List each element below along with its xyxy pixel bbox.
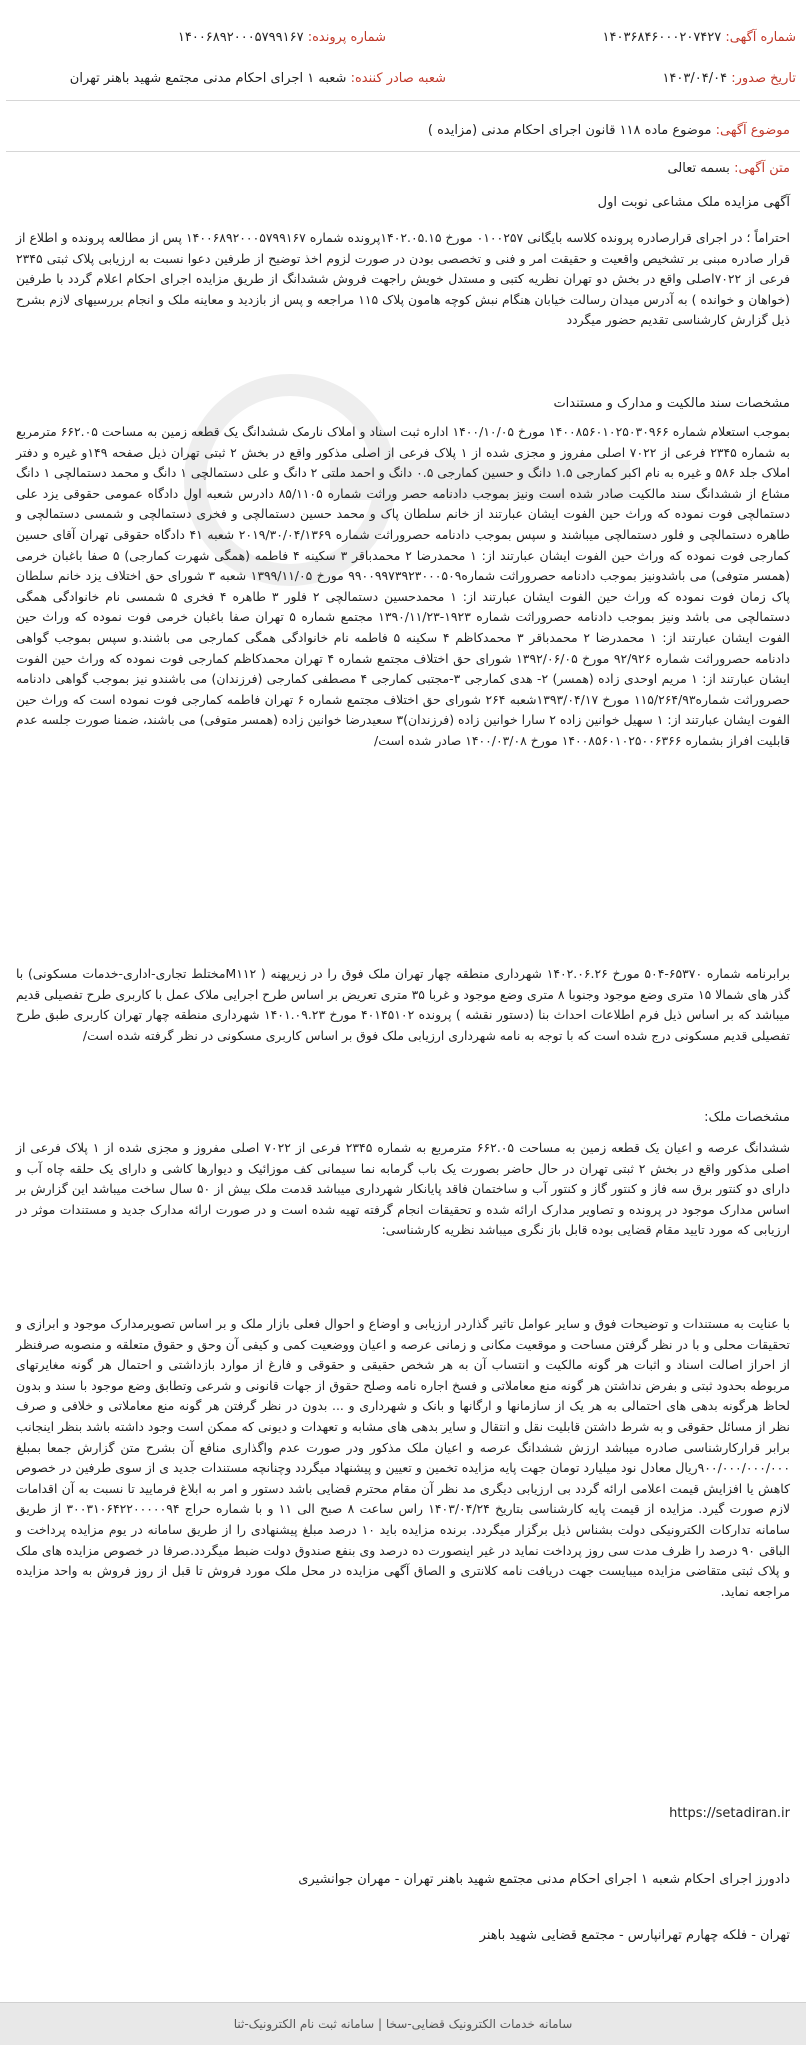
case-number: ۱۴۰۰۶۸۹۲۰۰۰۵۷۹۹۱۶۷: [177, 30, 304, 45]
paragraph-municipality: برابرنامه شماره ۶۵۳۷۰-۵۰۴ مورخ ۱۴۰۲.۰۶.۲۶ شهرداری منطقه چهار تهران ملک فوق را در زیرپهنه ( M۱۱۲مختلط تجاری-اداری-خدمات مسکونی) با گذر های شمالا ۱۵ متری وضع موجود وجنوبا ۸ متری وضع موجود و غربا ۳۵ متری تعریض بر اساس طرح اجرایی ملاک عمل با کاربری طرح تفصیلی قدیم میباشد که بر اساس ذیل فرم اطلاعات احداث بنا (دستور نقشه ) پرونده ۴۰۱۴۵۱۰۲ مورخ ۱۴۰۱.۰۹.۲۳ شهرداری منطقه چهار تهران کاربری طبق طرح تفصیلی قدیم مسکونی درج شده است که با توجه به نامه شهرداری ارزیابی ملک فوق بر اساس کاربری مسکونی در نظر گرفته شده است/: [16, 966, 790, 1043]
issue-date-field: [662, 71, 796, 86]
header-divider: [6, 100, 800, 101]
issuer: شعبه ۱ اجرای احکام مدنی مجتمع شهید باهنر تهران: [69, 71, 347, 86]
court-address: تهران - فلکه چهارم تهرانپارس - مجتمع قضایی شهید باهنر: [479, 1928, 790, 1943]
ad-number: ۱۴۰۳۶۸۴۶۰۰۰۲۰۷۴۲۷: [602, 30, 722, 45]
subject-line: [428, 123, 790, 138]
text-intro-line: [667, 161, 790, 176]
subject-value: موضوع ماده ۱۱۸ قانون اجرای احکام مدنی (مزایده ): [427, 123, 712, 138]
ad-number-field: [603, 30, 796, 45]
paragraph-ownership: بموجب استعلام شماره ۱۴۰۰۸۵۶۰۱۰۲۵۰۳۰۹۶۶ مورخ ۱۴۰۰/۱۰/۰۵ اداره ثبت اسناد و املاک نارمک ششدانگ یک قطعه زمین به مساحت ۶۶۲.۰۵ مترمربع به شماره ۲۳۴۵ فرعی از ۷۰۲۲ اصلی مفروز و مجزی شده از ۱ پلاک فرعی از اصلی مذکور واقع در بخش ۲ ثبتی تهران ذیل صفحه ۱۴۹و غیره و دفتر املاک جلد ۵۸۶ و غیره به نام اکبر کمارجی ۱.۵ دانگ و حسین کمارجی ۰.۵ دانگ و احمد ملتی ۲ دانگ و علی دستمالچی ۱ دانگ و محمد دستمالچی ۱ دانگ مشاع از ششدانگ سند مالکیت صادر شده است ونیز بموجب دادنامه حصر وراثت شماره ۸۵/۱۱۰۵ دادرس شعبه اول دادگاه عمومی حقوقی یزد علی دستمالچی فوت نموده که وراث حین الفوت ایشان عبارتند از خانم سلطان پاک و محمد حسین دستمالچی و فخری دستمالچی و شمسی دستمالچی و طاهره دستمالچی و فلور دستمالچی میباشند و سپس بموجب دادنامه حصروراثت شماره ۲۰۱۹/۳۰/۰۴/۱۳۶۹ شعبه ۴۱ دادگاه حقوقی تهران آقای حسین کمارجی فوت نموده که وراث حین الفوت ایشان عبارتند از: ۱ محمدرضا ۲ محمدباقر ۳ سکینه ۴ فاطمه (همگی شهرت کمارجی) ۵ صفا باغبان خرمی (همسر متوفی) می باشدونیز بموجب دادنامه حصروراثت شماره۹۹۰۰۹۹۷۳۹۲۳۰۰۰۵۰۹ مورخ ۱۳۹۹/۱۱/۰۵ شعبه ۳ شورای حق اختلاف یزد خانم سلطان پاک زمان فوت نموده که وراث حین الفوت ایشان عبارتند از: ۱ محمدحسین دستمالچی ۲ فلور ۳ طاهره ۴ فخری ۵ شمسی نام خانوادگی همگی دستمالچی می باشد ونیز بموجب دادنامه حصروراثت شماره ۱۹۲۳-۱۳۹۰/۱۱/۲۳ مجتمع شماره ۵ تهران صفا باغبان خرمی فوت نموده که وراث حین الفوت ایشان عبارتند از: ۱ محمدرضا ۲ محمدباقر ۳ محمدکاظم ۴ سکینه ۵ فاطمه نام خانوادگی همگی کمارجی می باشند.و سپس بموجب گواهی دادنامه حصروراثت شماره ۹۲/۹۲۶ مورخ ۱۳۹۲/۰۶/۰۵ شورای حق اختلاف مجتمع شماره ۴ تهران محمدکاظم کمارجی فوت نموده که وراث حین الفوت ایشان عبارتند از: ۱ مریم اوحدی زاده (همسر) ۲- هدی کمارجی ۳-مجتبی کمارجی ۴ مصطفی کمارجی (فرزندان) می باشندو نیز بموجب گواهی دادنامه حصروراثت شماره۱۱۵/۲۶۴/۹۳ مورخ ۱۳۹۳/۰۴/۱۷شعبه ۲۶۴ شورای حق اختلاف مجتمع شماره ۶ تهران فاطمه کمارجی فوت نموده است که وراث حین الفوت ایشان عبارتند از: ۱ سهیل خوانین زاده ۲ سارا خوانین زاده (فرزندان)۳ سعیدرضا خوانین زاده (همسر متوفی) می باشند، ضمنا صورت جلسه عدم قابلیت افراز بشماره ۱۴۰۰۸۵۶۰۱۰۲۵۰۰۶۳۶۶ مورخ ۱۴۰۰/۰۳/۰۸ صادر شده است/: [16, 424, 791, 748]
ad-number-label: شماره آگهی:: [725, 30, 796, 45]
issue-date-label: تاریخ صدور:: [731, 71, 796, 86]
paragraph-order: احتراماً ؛ در اجرای قرارصادره پرونده کلاسه بایگانی ۰۱۰۰۲۵۷ مورخ ۱۴۰۲.۰۵.۱۵پرونده شماره ۱۴۰۰۶۸۹۲۰۰۰۵۷۹۹۱۶۷ پس از مطالعه پرونده و اطلاع از قرار صادره مبنی بر تشخیص واقعیت و حقیقت امر و فنی و تخصصی بودن در صورت لزوم اخذ توضیح از طرفین دعوا نسبت به ارزیابی پلاک ثبتی ۲۳۴۵ فرعی از ۷۰۲۲اصلی واقع در بخش دو تهران نظریه کتبی و مستدل خویش راجهت فروش ششدانگ از طریق مزایده اجرای احکام اعلام گردد با طرفین (خواهان و خوانده ) به آدرس میدان رسالت خیابان هنگام نبش کوچه هامون پلاک ۱۱۵ مراجعه و پس از بازدید و معاینه ملک و انجام بررسیهای لازم بشرح ذیل گزارش کارشناسی تقدیم حضور میگردد: [16, 230, 790, 328]
text-label: متن آگهی:: [734, 161, 790, 176]
text-intro: بسمه تعالی: [667, 161, 730, 176]
issuer-label: شعبه صادر کننده:: [350, 71, 446, 86]
footer-bar[interactable]: سامانه خدمات الکترونیک قضایی-سخا | سامانه ثبت نام الکترونیک-ثنا: [0, 2002, 806, 2045]
heading-ownership: مشخصات سند مالکیت و مدارک و مستندات: [553, 396, 790, 411]
issue-date: ۱۴۰۳/۰۴/۰۴: [662, 71, 728, 86]
paragraph-property: ششدانگ عرصه و اعیان یک قطعه زمین به مساحت ۶۶۲.۰۵ مترمربع به شماره ۲۳۴۵ فرعی از ۷۰۲۲ اصلی مفروز و مجزی شده از ۱ پلاک فرعی از اصلی مذکور واقع در بخش ۲ ثبتی تهران در حال حاضر بصورت یک باب گرمابه نما سیمانی کف موزائیک و دیوارها کاشی و دارای یک حلقه چاه آب و دارای دو کنتور برق سه فاز و کنتور گاز و کنتور آب و ساختمان فاقد پایانکار شهرداری میباشد قدمت ملک بیش از ۵۰ سال ساخت میباشد این گزارش بر اساس مدارک موجود در پرونده و تصاویر مدارک ارائه شده و تحقیقات انجام گرفته تهیه شده است و در صورت ارائه مدارک جدید و مستندات موثر در ارزیابی که مورد تایید مقام قضایی بوده قابل باز نگری میباشد نظریه کارشناسی:: [16, 1140, 791, 1238]
subject-label: موضوع آگهی:: [715, 123, 790, 138]
signature: دادورز اجرای احکام شعبه ۱ اجرای احکام مدنی مجتمع شهید باهنر تهران - مهران جوانشیری: [298, 1872, 790, 1887]
case-number-field: [178, 30, 386, 45]
notice-title: آگهی مزایده ملک مشاعی نوبت اول: [597, 195, 790, 210]
heading-property: مشخصات ملک:: [704, 1110, 790, 1125]
case-number-label: شماره پرونده:: [307, 30, 386, 45]
paragraph-appraisal: با عنایت به مستندات و توضیحات فوق و سایر عوامل تاثیر گذاردر ارزیابی و اوضاع و احوال فعلی بازار ملک و بر اساس تصویرمدارک موجود و ابرازی و تحقیقات محلی و با در نظر گرفتن مساحت و موقعیت مکانی و زمانی عرصه و اعیان ووضعیت کمی و کیفی آن وحق و حقوق متعلقه و منصوبه صرفنظر از احراز اصالت اسناد و اثبات هر گونه مالکیت و انتساب آن به هر شخص حقیقی و حقوقی و فارغ از موارد بازداشتی و احتمال هر گونه مغایرتهای مربوطه بحدود ثبتی و بفرض نداشتن هر گونه منع معاملاتی و فسخ اجاره نامه وصلح حقوق از جهات قانونی و شرعی وتطابق وضع موجود با سند و بدون لحاظ هرگونه بدهی های احتمالی به هر یک از سازمانها و ارگانها و بانک و شهرداری و ... بدون در نظر گرفتن هر گونه منع معاملاتی و خلافی و صرف نظر از مسائل حقوقی و به شرط داشتن قابلیت نقل و انتقال و سایر بدهی های مشابه و تعهدات و دیونی که ممکن است وجود داشته باشد بنظر اینجانب برابر قرارکارشناسی صادره میباشد ارزش ششدانگ عرصه و اعیان ملک مذکور ودر صورت عدم واگذاری منافع آن بشرح متن گزارش جمعا بمبلغ ۹۰۰/۰۰۰/۰۰۰/۰۰۰ریال معادل نود میلیارد تومان جهت پایه مزایده تخمین و تعیین و پیشنهاد میگردد وچنانچه مستندات جدید ی از سوی طرفین در خصوص کاهش یا افزایش قیمت اعلامی ارائه گردد بی ارزیابی دیگری مد نظر آن مقام محترم قضایی باشد دستور و امر به ابلاغ فرمایید تا نسبت به آن اقدامات لازم صورت گیرد. مزایده از قیمت پایه کارشناسی بتاریخ ۱۴۰۳/۰۴/۲۴ راس ساعت ۸ صبح الی ۱۱ و با شماره حراج ۳۰۰۳۱۰۶۴۲۲۰۰۰۰۰۹۴ از طریق سامانه تدارکات الکترونیکی دولت بشناس ذیل برگزار میگردد. برنده مزایده باید ۱۰ درصد مبلغ پیشنهادی را از طریق سامانه در یوم مزایده پرداخت و الباقی ۹۰ درصد را ظرف مدت سی روز پرداخت نماید در غیر اینصورت ده درصد وی بنفع صندوق دولت ضبط میگردد.صرفا در خصوص مزایده های ملک و پلاک ثبتی متقاضی مزایده میبایست جهت دریافت نامه کلانتری و الصاق آگهی مزایده در محل ملک مورد فروش تا قبل از روز فروش به واحد مزایده مراجعه نماید.: [16, 1316, 791, 1599]
issuer-field: [70, 71, 446, 86]
subject-divider: [6, 151, 800, 152]
setadiran-link[interactable]: https://setadiran.ir: [669, 1806, 790, 1821]
